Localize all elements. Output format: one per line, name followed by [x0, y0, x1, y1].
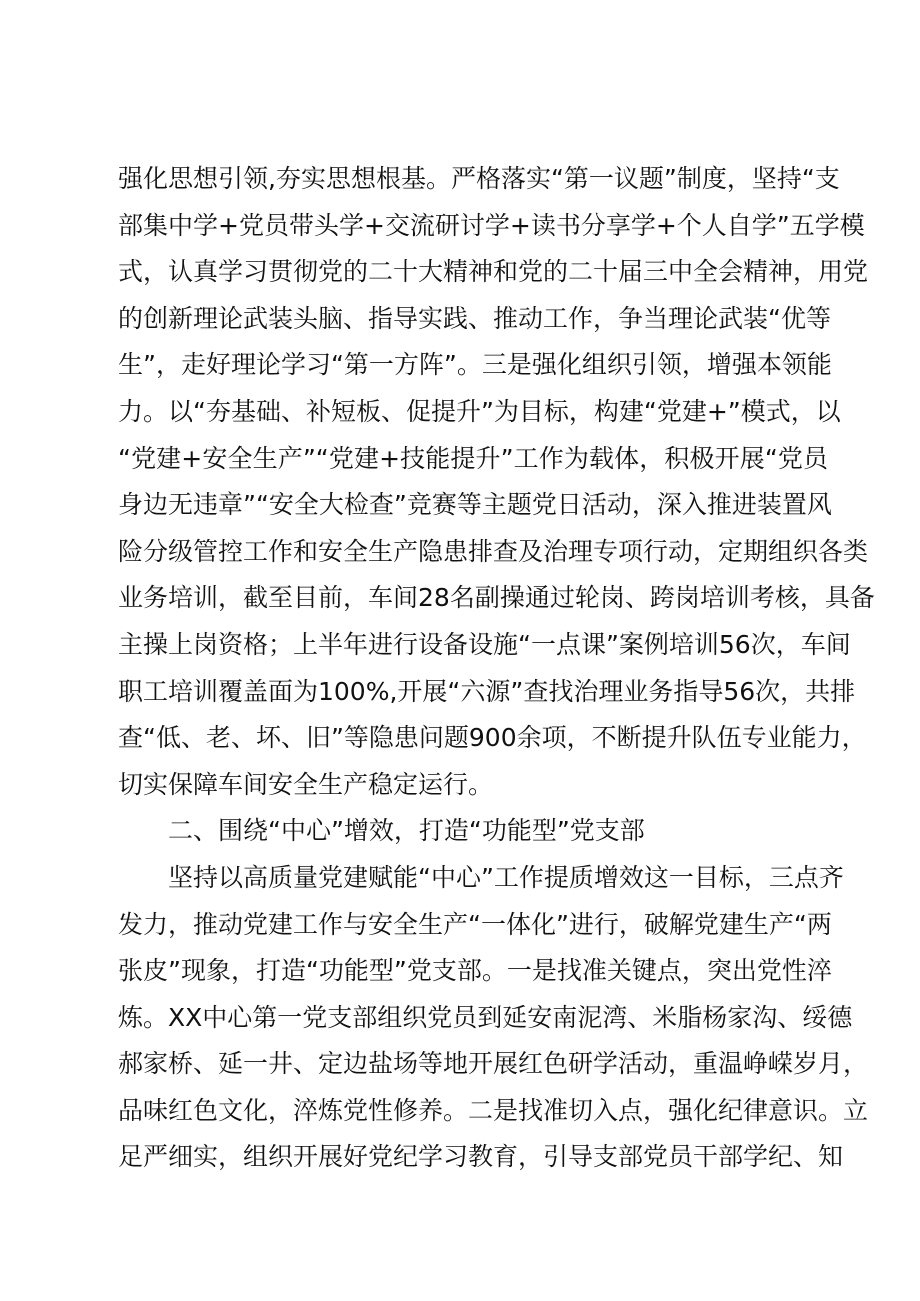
- paragraph-line: 切实保障车间安全生产稳定运行。: [118, 769, 494, 799]
- paragraph-line: 发力，推动党建工作与安全生产“一体化”进行，破解党建生产“两: [118, 909, 832, 939]
- paragraph-line: 张皮”现象，打造“功能型”党支部。一是找准关键点，突出党性淬: [118, 956, 832, 986]
- paragraph-line: 的创新理论武装头脑、指导实践、推动工作，争当理论武装“优等: [118, 303, 831, 333]
- paragraph-line: 郝家桥、延一井、定边盐场等地开展红色研学活动，重温峥嵘岁月，: [118, 1049, 869, 1079]
- section-heading: 二、围绕“中心”增效，打造“功能型”党支部: [168, 816, 645, 846]
- paragraph-line: 足严细实，组织开展好党纪学习教育，引导支部党员干部学纪、知: [118, 1142, 844, 1172]
- paragraph-line: 部集中学+党员带头学+交流研讨学+读书分享学+个人自学”五学模: [118, 210, 865, 240]
- paragraph-line: 炼。XX中心第一党支部组织党员到延安南泥湾、米脂杨家沟、绥德: [118, 1002, 853, 1032]
- paragraph-line: 查“低、老、坏、旧”等隐患问题900余项，不断提升队伍专业能力，: [118, 723, 867, 753]
- paragraph-line: 力。以“夯基础、补短板、促提升”为目标，构建“党建+”模式，以: [118, 396, 841, 426]
- paragraph-line: 式，认真学习贯彻党的二十大精神和党的二十届三中全会精神，用党: [118, 257, 869, 287]
- paragraph-line: 职工培训覆盖面为100%,开展“六源”查找治理业务指导56次，共排: [118, 676, 856, 706]
- paragraph-line: 生”，走好理论学习“第一方阵”。三是强化组织引领，增强本领能: [118, 350, 832, 380]
- paragraph-line: 品味红色文化，淬炼党性修养。二是找准切入点，强化纪律意识。立: [118, 1095, 869, 1125]
- paragraph-line: 业务培训，截至目前，车间28名副操通过轮岗、跨岗培训考核，具备: [118, 583, 875, 613]
- paragraph-line: 主操上岗资格；上半年进行设备设施“一点课”案例培训56次，车间: [118, 629, 851, 659]
- paragraph-line: 险分级管控工作和安全生产隐患排查及治理专项行动，定期组织各类: [118, 536, 869, 566]
- paragraph-line: “党建+安全生产”“党建+技能提升”工作为载体，积极开展“党员: [118, 443, 828, 473]
- paragraph-line: 身边无违章”“安全大检查”竞赛等主题党日活动，深入推进装置风: [118, 490, 832, 520]
- document-body: [118, 156, 875, 1181]
- paragraph-line: 强化思想引领,夯实思想根基。严格落实“第一议题”制度，坚持“支: [118, 164, 840, 193]
- paragraph-line: 坚持以高质量党建赋能“中心”工作提质增效这一目标，三点齐: [168, 862, 844, 892]
